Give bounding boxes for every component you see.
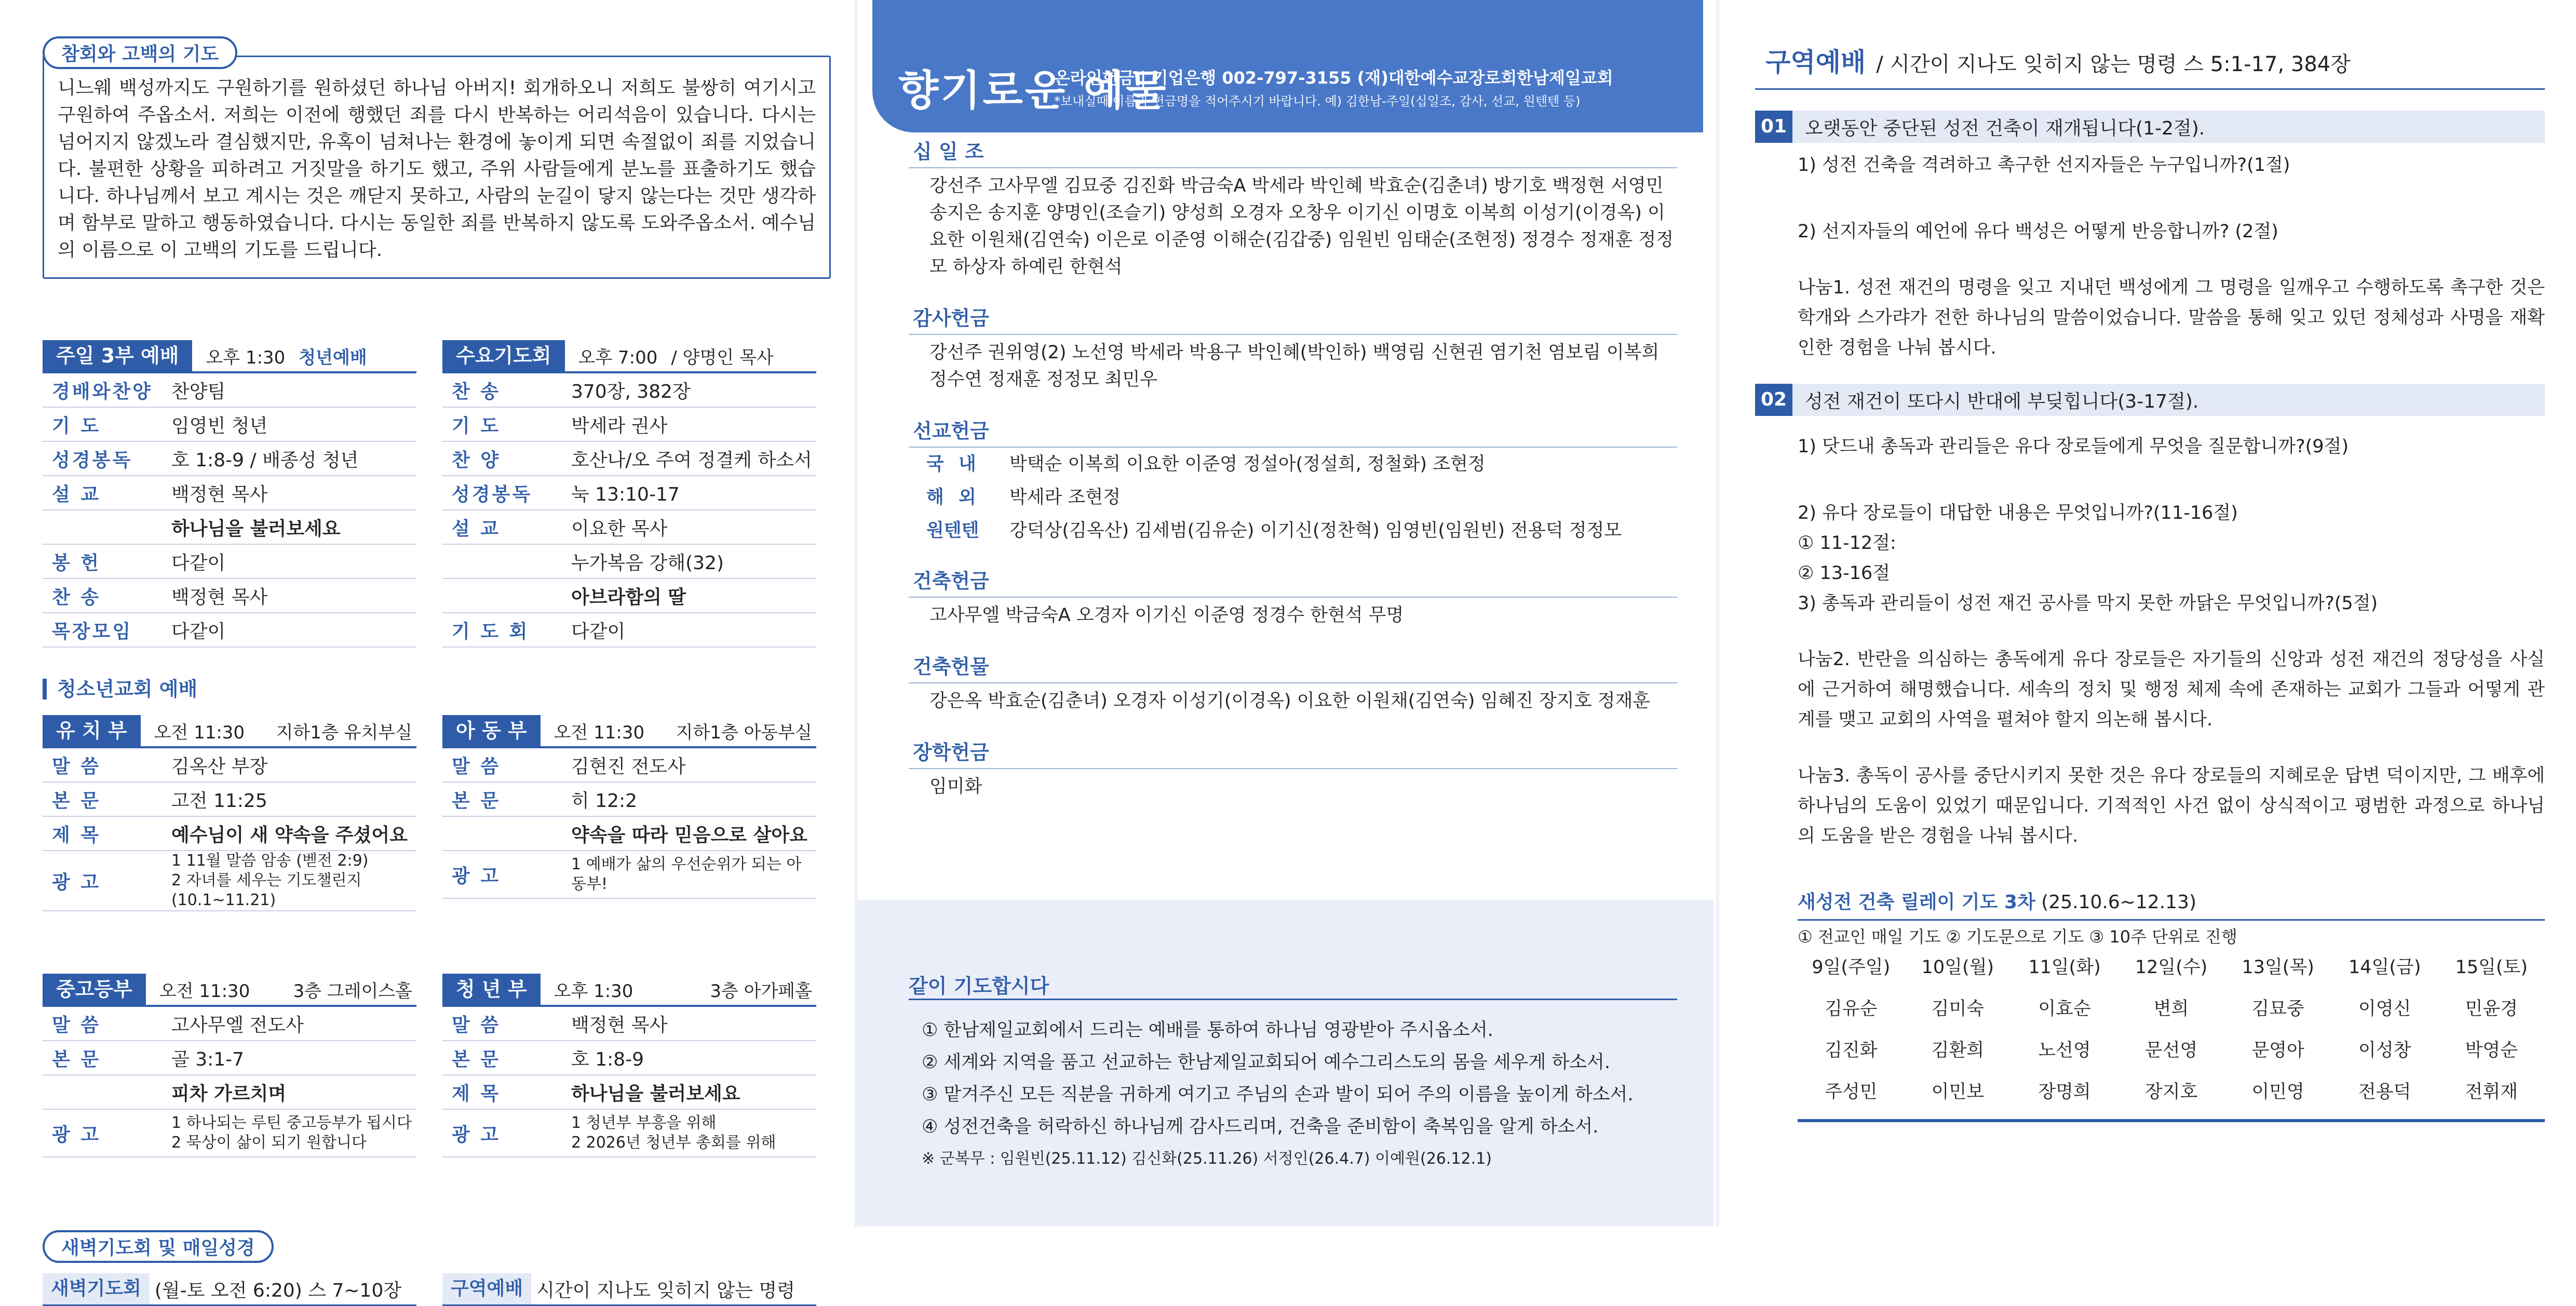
banner-title: 향기로운 예물 [898, 66, 1168, 115]
relay-name: 이영신 [2358, 999, 2411, 1019]
district-label: 구역예배 [442, 1273, 531, 1304]
row-value: 눅 13:10-17 [571, 483, 680, 505]
relay-name: 문선영 [2145, 1040, 2198, 1061]
row-key: 찬 양 [452, 449, 501, 471]
wednesday-service-leader: / 양명인 목사 [671, 347, 774, 368]
sunday-service-tag: 주일 3부 예배 [43, 340, 192, 371]
row-key: 목장모임 [52, 621, 133, 642]
row-value: 임영빈 청년 [171, 415, 268, 437]
highschool-time: 오전 11:30 [159, 980, 250, 1002]
scholarship-section [909, 733, 1677, 804]
mission-key: 원텐텐 [926, 520, 979, 541]
tithe-section [909, 132, 1677, 285]
sharing-paragraph: 나눔3. 총독이 공사를 중단시키지 못한 것은 유다 장로들의 지혜로운 답변 덕이지만, 그 배후에 하나님의 도움이 있었기 때문입니다. 기적적인 사건 없이 상식적이고 평범한 과정으로 하나님의 도움을 받은 경험을 나눠 봅시다. [1798, 765, 2545, 846]
offering-banner [872, 0, 1703, 132]
sharing-paragraph: 나눔1. 성전 재건의 명령을 잊고 지내던 백성에게 그 명령을 일깨우고 수행하도록 촉구한 것은 학개와 스가랴가 전한 하나님의 말씀이었습니다. 말씀을 통해 잊고 있던 정체성과 사명을 재확인한 경험을 나눠 봅시다. [1798, 277, 2545, 358]
building-title: 건축헌금 [909, 562, 1677, 598]
confession-section [43, 36, 831, 279]
row-value: 찬양팀 [171, 381, 226, 402]
mission-names: 박세라 조현정 [1009, 487, 1121, 508]
offering-list [909, 132, 1677, 804]
highschool-service [43, 974, 416, 1157]
question-item: 1) 성전 건축을 격려하고 촉구한 선지자들은 누구입니까?(1절) [1798, 155, 2290, 176]
row-value: 박세라 권사 [571, 415, 668, 437]
relay-day: 9일(주일) [1812, 957, 1891, 978]
mission-names: 박택순 이복희 이요한 이준영 정설아(정설희, 정철화) 조현정 [1009, 454, 1486, 475]
wednesday-service-time: 오후 7:00 [578, 347, 658, 368]
row-key: 경배와찬양 [52, 381, 153, 402]
relay-period: (25.10.6~12.13) [2041, 892, 2196, 913]
children-place: 지하1층 아동부실 [676, 722, 812, 743]
relay-name: 이민보 [1931, 1082, 1985, 1102]
question-subitem: ① 11-12절: [1798, 533, 1896, 554]
relay-name: 이민영 [2251, 1082, 2304, 1102]
relay-name: 이성창 [2358, 1040, 2411, 1061]
district-subtitle: / 시간이 지나도 잊히지 않는 명령 스 5:1-17, 384장 [1876, 52, 2351, 76]
dawn-prayer [43, 1273, 416, 1306]
row-value: 다같이 [171, 552, 226, 574]
relay-name: 전휘재 [2465, 1082, 2518, 1102]
row-key: 성경봉독 [52, 449, 133, 471]
relay-day: 10일(월) [1921, 957, 1994, 978]
youth-section-title: 청소년교회 예배 [43, 679, 831, 699]
row-value: 하나님을 불러보세요 [571, 1083, 740, 1105]
row-key: 광 고 [452, 865, 501, 887]
children-tag: 아 동 부 [442, 715, 541, 746]
row-value: 백정현 목사 [171, 483, 268, 505]
mission-names: 강덕상(김옥산) 김세범(김유순) 이기신(정찬혁) 임영빈(임원빈) 전용덕 정정모 [1009, 520, 1622, 541]
row-key: 제 목 [452, 1083, 501, 1105]
mission-key: 국 내 [926, 454, 980, 475]
sunday-service-time: 오후 1:30 [206, 347, 286, 368]
relay-divider [1798, 919, 2545, 921]
relay-name: 주성민 [1825, 1082, 1878, 1102]
relay-table [1798, 953, 2545, 1103]
highschool-place: 3층 그레이스홀 [293, 980, 412, 1002]
prayer-section [857, 900, 1714, 1227]
thanks-title: 감사헌금 [909, 299, 1677, 335]
building-names: 고사무엘 박금숙A 오경자 이기신 이준영 정경수 한현석 무명 [929, 605, 1404, 626]
dawn-prayer-text: (월-토 오전 6:20) 스 7~10장 [154, 1280, 402, 1301]
sharing-paragraph: 나눔2. 반란을 의심하는 총독에게 유다 장로들은 자기들의 신앙과 성전 재건의 정당성을 사실에 근거하여 해명했습니다. 세속의 정치 및 행정 체제 속에 존재하는 교회가 그들과 어떻게 관계를 맺고 교회의 사역을 펼쳐야 할지 의논해 봅시다. [1798, 649, 2545, 730]
row-key: 본 문 [52, 790, 101, 812]
tithe-title: 십 일 조 [909, 132, 1677, 168]
row-value: 호산나/오 주여 정결케 하소서 [571, 449, 812, 471]
row-value: 호 1:8-9 [571, 1048, 644, 1070]
scholarship-names: 임미화 [929, 776, 982, 797]
kinder-time: 오전 11:30 [154, 722, 245, 743]
row-value: 히 12:2 [571, 790, 638, 812]
youngadult-place: 3층 아가페홀 [710, 980, 812, 1002]
relay-name: 이효순 [2038, 999, 2091, 1019]
row-value: 고사무엘 전도사 [171, 1014, 304, 1036]
relay-day: 12일(수) [2135, 957, 2208, 978]
question-heading [1755, 384, 2545, 416]
prayer-item: ② 세계와 지역을 품고 선교하는 한남제일교회되어 예수그리스도의 몸을 세우게 하소서. [922, 1052, 1610, 1073]
prayer-item: ① 한남제일교회에서 드리는 예배를 통하여 하나님 영광받아 주시옵소서. [922, 1020, 1493, 1041]
row-value: 골 3:1-7 [171, 1048, 245, 1070]
question-item: 1) 닷드내 총독과 관리들은 유다 장로들에게 무엇을 질문합니까?(9절) [1798, 436, 2349, 457]
row-key: 제 목 [52, 824, 101, 846]
row-value: 고전 11:25 [171, 790, 267, 812]
announce-line: 1 예배가 삶의 우선순위가 되는 아동부! [571, 855, 802, 893]
row-value: 피차 가르치며 [171, 1083, 287, 1105]
row-value: 김옥산 부장 [171, 756, 268, 777]
relay-day: 14일(금) [2348, 957, 2421, 978]
row-value: 김현진 전도사 [571, 756, 686, 777]
prayer-divider [909, 999, 1677, 1000]
row-key: 기 도 [452, 415, 501, 437]
row-value: 다같이 [171, 621, 226, 642]
middle-column [857, 0, 1714, 1227]
row-key: 봉 헌 [52, 552, 101, 574]
row-value: 370장, 382장 [571, 381, 691, 402]
right-column [1755, 0, 2576, 1227]
sunday-service [43, 340, 416, 648]
row-key: 말 씀 [452, 1014, 501, 1036]
district-worship-preview [442, 1273, 816, 1306]
military-note: ※ 군복무 : 임원빈(25.11.12) 김신화(25.11.26) 서정인(26.4.7) 이예원(26.12.1) [922, 1150, 1492, 1168]
relay-name: 전용덕 [2358, 1082, 2411, 1102]
sunday-service-extra: 청년예배 [299, 347, 367, 368]
relay-heading [1755, 887, 2545, 914]
building-goods-section [909, 648, 1677, 719]
question-heading [1755, 111, 2545, 143]
question-subitem: ② 13-16절 [1798, 563, 1891, 584]
youngadult-service [442, 974, 816, 1157]
question-title: 성전 재건이 또다시 반대에 부딪힙니다(3-17절). [1805, 391, 2199, 412]
row-key: 말 씀 [452, 756, 501, 777]
youngadult-time: 오후 1:30 [554, 980, 633, 1002]
row-value: 백정현 목사 [171, 586, 268, 608]
confession-title: 참회와 고백의 기도 [43, 36, 237, 69]
youngadult-tag: 청 년 부 [442, 974, 541, 1005]
row-key: 말 씀 [52, 756, 101, 777]
row-key: 성경봉독 [452, 483, 533, 505]
children-time: 오전 11:30 [554, 722, 645, 743]
announce-line: 1 하나되는 루틴 중고등부가 됩시다 [171, 1114, 412, 1132]
row-key: 찬 송 [452, 381, 501, 402]
announce-line: 2 묵상이 삶이 되기 원합니다 [171, 1134, 367, 1152]
relay-name: 변희 [2153, 999, 2189, 1019]
question-number: 01 [1755, 111, 1792, 143]
dawn-title: 새벽기도회 및 매일성경 [43, 1230, 274, 1263]
relay-name: 노선영 [2038, 1040, 2091, 1061]
relay-name: 김진화 [1825, 1040, 1878, 1061]
relay-title: 새성전 건축 릴레이 기도 3차 [1798, 892, 2035, 913]
row-key: 광 고 [452, 1124, 501, 1146]
question-title: 오랫동안 중단된 성전 건축이 재개됩니다(1-2절). [1805, 117, 2205, 139]
row-key: 본 문 [452, 790, 501, 812]
sermon-title: 아브라함의 딸 [571, 586, 686, 608]
building-goods-names: 강은옥 박효순(김춘녀) 오경자 이성기(이경옥) 이요한 이원채(김연숙) 임혜진 장지호 정재훈 [929, 691, 1651, 711]
relay-name: 김미숙 [1931, 999, 1985, 1019]
mission-key: 해 외 [926, 487, 980, 508]
row-key: 설 교 [452, 518, 501, 540]
announce-line: 1 청년부 부흥을 위해 [571, 1114, 717, 1132]
children-service [442, 715, 816, 911]
relay-rules: ① 전교인 매일 기도 ② 기도문으로 기도 ③ 10주 단위로 진행 [1798, 927, 2237, 947]
thanks-names: 강선주 권위영(2) 노선영 박세라 박용구 박인혜(박인하) 백영림 신현권 염기천 염보림 이복희 정수연 정재훈 정정모 최민우 [929, 342, 1660, 390]
relay-name: 김유순 [1825, 999, 1878, 1019]
row-key: 기 도 [52, 415, 101, 437]
relay-name: 김묘중 [2251, 999, 2304, 1019]
wednesday-service [442, 340, 816, 648]
prayer-title: 같이 기도합시다 [909, 975, 1049, 998]
tithe-names: 강선주 고사무엘 김묘중 김진화 박금숙A 박세라 박인혜 박효순(김춘녀) 방기호 백정현 서영민 송지은 송지훈 양명인(조슬기) 양성희 오경자 오창우 이기신 이명호 이복희 이성기(이경옥) 이요한 이원채(김연숙) 이은로 이준영 이해순(김갑중) 임원빈 임태순(조현정) 정경수 정재훈 정정모 하상자 하예린 한현석 [929, 176, 1674, 277]
relay-name: 장지호 [2145, 1082, 2198, 1102]
district-text: 시간이 지나도 잊히지 않는 명령 [536, 1280, 795, 1301]
relay-name: 박영순 [2465, 1040, 2518, 1061]
kinder-service [43, 715, 416, 911]
row-value: 누가복음 강해(32) [571, 552, 724, 574]
row-key: 말 씀 [52, 1014, 101, 1036]
row-value: 다같이 [571, 621, 626, 642]
row-value: 예수님이 새 약속을 주셨어요 [171, 824, 408, 846]
scholarship-title: 장학헌금 [909, 733, 1677, 769]
row-key: 광 고 [52, 871, 101, 893]
highschool-tag: 중고등부 [43, 974, 146, 1005]
dawn-section [43, 1230, 831, 1306]
relay-day: 15일(토) [2455, 957, 2528, 978]
announce-line: 1 11월 말씀 암송 (벧전 2:9) [171, 852, 369, 870]
building-goods-title: 건축헌물 [909, 648, 1677, 683]
prayer-item: ④ 성전건축을 허락하신 하나님께 감사드리며, 건축을 준비함이 축복임을 알게 하소서. [922, 1116, 1599, 1137]
prayer-item: ③ 맡겨주신 모든 직분을 귀하게 여기고 주님의 손과 발이 되어 주의 이름을 높이게 하소서. [922, 1084, 1634, 1105]
relay-name: 문영아 [2251, 1040, 2304, 1061]
mission-section [909, 412, 1677, 547]
announce-line: 2 자녀를 세우는 기도챌린지(10.1~11.21) [171, 871, 362, 909]
announce-line: 2 2026년 청년부 총회를 위해 [571, 1134, 776, 1152]
district-title: 구역예배 [1765, 47, 1866, 77]
relay-bottom-rule [1798, 1119, 2545, 1122]
district-header [1755, 31, 2545, 90]
row-key: 본 문 [52, 1048, 101, 1070]
column-divider [1716, 0, 1719, 1227]
question-number: 02 [1755, 384, 1792, 416]
banner-note: *보내실때 이름과 헌금명을 적어주시기 바랍니다. 예) 김한남-주일(십일조, 감사, 선교, 원텐텐 등) [1054, 94, 1581, 109]
question-item: 2) 유다 장로들이 대답한 내용은 무엇입니까?(11-16절) [1798, 503, 2238, 523]
row-value: 백정현 목사 [571, 1014, 668, 1036]
row-value: 호 1:8-9 / 배종성 청년 [171, 449, 359, 471]
left-column [0, 0, 852, 1301]
relay-day: 13일(목) [2242, 957, 2314, 978]
thanks-section [909, 299, 1677, 397]
question-item: 3) 총독과 관리들이 성전 재건 공사를 막지 못한 까닭은 무엇입니까?(5절) [1798, 593, 2378, 614]
relay-name: 민윤경 [2465, 999, 2518, 1019]
building-section [909, 562, 1677, 633]
mission-title: 선교헌금 [909, 412, 1677, 448]
row-value: 약속을 따라 믿음으로 살아요 [571, 824, 807, 846]
relay-name: 김환희 [1931, 1040, 1985, 1061]
question-item: 2) 선지자들의 예언에 유다 백성은 어떻게 반응합니까? (2절) [1798, 221, 2278, 242]
dawn-prayer-label: 새벽기도회 [43, 1273, 150, 1304]
row-key: 광 고 [52, 1124, 101, 1146]
sermon-title: 하나님을 불러보세요 [171, 518, 341, 540]
banner-account: 온라인헌금 | 기업은행 002-797-3155 (재)대한예수교장로회한남제일교회 [1054, 68, 1613, 88]
row-key: 기 도 회 [452, 621, 530, 642]
row-key: 설 교 [52, 483, 101, 505]
relay-name: 장명희 [2038, 1082, 2091, 1102]
confession-text: 니느웨 백성까지도 구원하기를 원하셨던 하나님 아버지! 회개하오니 저희도 불쌍히 여기시고 구원하여 주옵소서. 저희는 이전에 행했던 죄를 다시 반복하는 어리석음이 있습니다. 다시는 넘어지지 않겠노라 결심했지만, 유혹이 넘쳐나는 환경에 놓이게 되면 속절없이 죄를 지었습니다. 불편한 상황을 피하려고 거짓말을 하기도 했고, 주위 사람들에게 분노를 표출하기도 했습니다. 하나님께서 보고 계시는 것은 깨닫지 못하고, 사람의 눈길이 닿지 않는다는 것만 생각하며 함부로 말하고 행동하였습니다. 다시는 동일한 죄를 반복하지 않도록 도와주옵소서. 예수님의 이름으로 이 고백의 기도를 드립니다. [43, 56, 831, 279]
kinder-place: 지하1층 유치부실 [276, 722, 412, 743]
kinder-tag: 유 치 부 [43, 715, 141, 746]
wednesday-service-tag: 수요기도회 [442, 340, 565, 371]
row-key: 본 문 [452, 1048, 501, 1070]
row-value: 이요한 목사 [571, 518, 668, 540]
relay-day: 11일(화) [2028, 957, 2101, 978]
row-key: 찬 송 [52, 586, 101, 608]
